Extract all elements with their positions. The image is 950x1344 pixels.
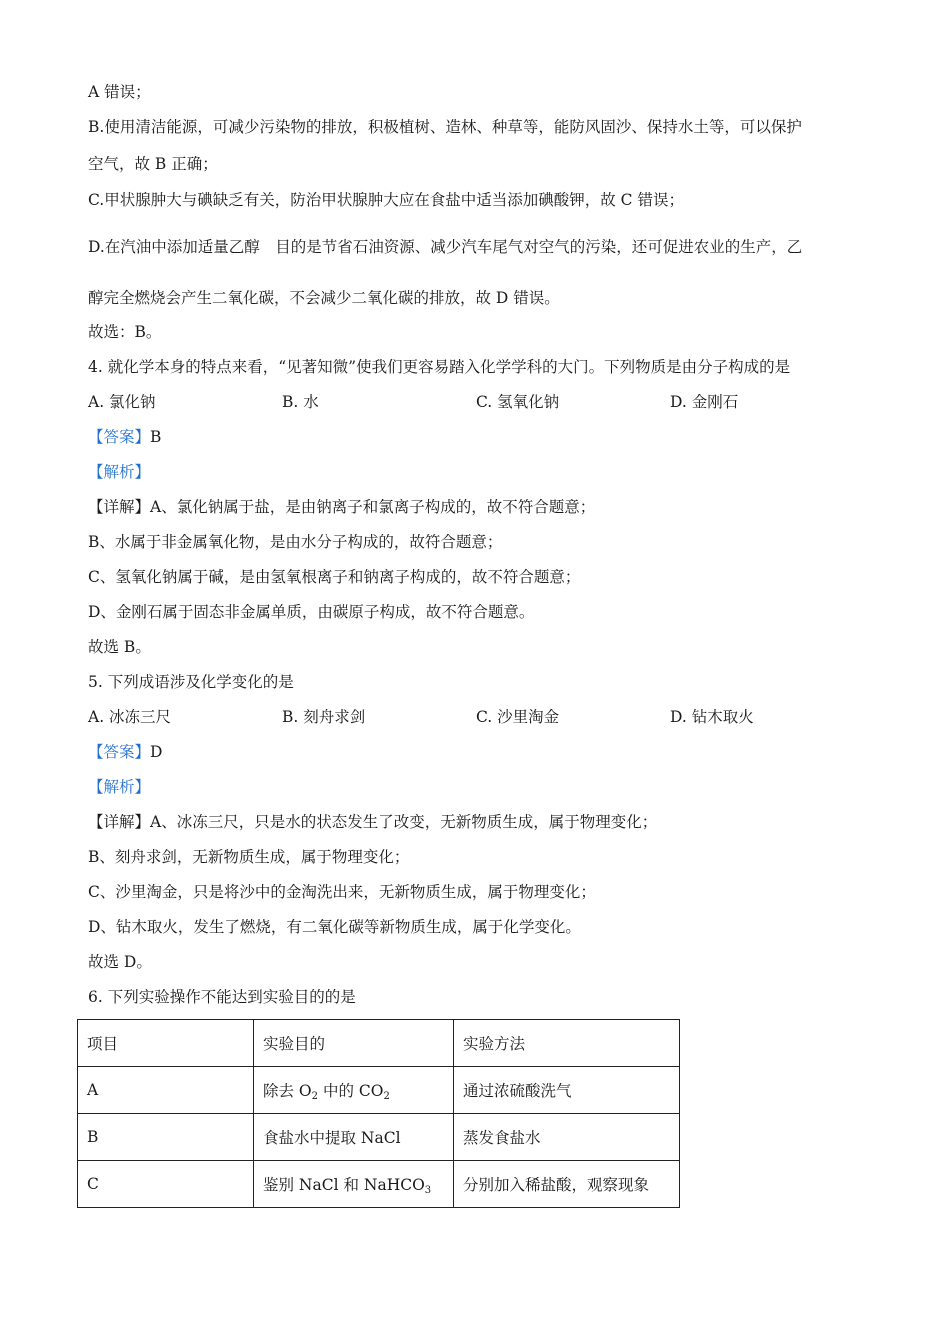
experiment-table <box>77 1019 680 1208</box>
q4-option-d: D. 金刚石 <box>670 393 739 411</box>
row-item: B <box>78 1114 254 1161</box>
q4-detail-line-4: D、金刚石属于固态非金属单质，由碳原子构成，故不符合题意。 <box>88 603 535 621</box>
q4-stem: 4. 就化学本身的特点来看，“见著知微”使我们更容易踏入化学学科的大门。下列物质是由分子构成的是 <box>88 358 791 376</box>
answer-tag: 【答案】 <box>88 428 151 446</box>
continuation-line-3: 空气，故 B 正确； <box>88 155 218 173</box>
q5-option-a: A. 冰冻三尺 <box>88 708 172 726</box>
row-method: 通过浓硫酸洗气 <box>454 1067 680 1114</box>
continuation-line-4: C.甲状腺肿大与碘缺乏有关，防治甲状腺肿大应在食盐中适当添加碘酸钾，故 C 错误； <box>88 191 684 209</box>
q4-option-a: A. 氯化钠 <box>88 393 156 411</box>
q5-detail-line-1 <box>88 812 657 832</box>
q5-answer <box>88 742 162 762</box>
answer-value: D <box>150 743 163 761</box>
continuation-line-5: D.在汽油中添加适量乙醇 目的是节省石油资源、减少汽车尾气对空气的污染，还可促进农业的生产，乙 <box>88 238 803 256</box>
row-item: C <box>78 1161 254 1208</box>
continuation-line-2: B.使用清洁能源，可减少污染物的排放，积极植树、造林、种草等，能防风固沙、保持水土等，可以保护 <box>88 118 802 136</box>
continuation-line-6: 醇完全燃烧会产生二氧化碳，不会减少二氧化碳的排放，故 D 错误。 <box>88 289 560 307</box>
subscript: 3 <box>424 1184 432 1196</box>
header-purpose: 实验目的 <box>254 1020 454 1067</box>
answer-value: B <box>150 428 162 446</box>
q5-stem: 5. 下列成语涉及化学变化的是 <box>88 673 294 691</box>
answer-tag: 【答案】 <box>88 743 151 761</box>
q4-detail-line-3: C、氢氧化钠属于碱，是由氢氧根离子和钠离子构成的，故不符合题意； <box>88 568 581 586</box>
table-row <box>78 1067 680 1114</box>
header-item: 项目 <box>78 1020 254 1067</box>
row-method: 分别加入稀盐酸，观察现象 <box>454 1161 680 1208</box>
row-purpose: 食盐水中提取 NaCl <box>254 1114 454 1161</box>
q4-detail-line-1 <box>88 497 595 517</box>
q5-detail-line-4: D、钻木取火，发生了燃烧，有二氧化碳等新物质生成，属于化学变化。 <box>88 918 581 936</box>
continuation-line-7: 故选：B。 <box>88 323 162 341</box>
q5-option-b: B. 刻舟求剑 <box>282 708 366 726</box>
q5-conclusion: 故选 D。 <box>88 953 152 971</box>
q5-analysis-tag: 【解析】 <box>88 778 151 796</box>
q4-conclusion: 故选 B。 <box>88 638 151 656</box>
q5-option-d: D. 钻木取火 <box>670 708 754 726</box>
header-method: 实验方法 <box>454 1020 680 1067</box>
purpose-text: 鉴别 NaCl 和 NaHCO <box>263 1175 425 1194</box>
purpose-text: 中的 CO <box>318 1081 384 1100</box>
detail-tag: 【详解】 <box>88 498 151 516</box>
table-row <box>78 1161 680 1208</box>
purpose-text: 除去 O <box>263 1081 312 1100</box>
subscript: 2 <box>383 1090 390 1102</box>
row-item: A <box>78 1067 254 1114</box>
detail-tag: 【详解】 <box>88 813 151 831</box>
row-purpose <box>254 1161 454 1208</box>
q4-detail-line-2: B、水属于非金属氧化物，是由水分子构成的，故符合题意； <box>88 533 503 551</box>
table-row <box>78 1114 680 1161</box>
q4-option-c: C. 氢氧化钠 <box>476 393 560 411</box>
q5-detail-line-3: C、沙里淘金，只是将沙中的金淘洗出来，无新物质生成，属于物理变化； <box>88 883 596 901</box>
detail-text: A、氯化钠属于盐，是由钠离子和氯离子构成的，故不符合题意； <box>150 498 596 516</box>
detail-text: A、冰冻三尺，只是水的状态发生了改变，无新物质生成，属于物理变化； <box>150 813 658 831</box>
q5-option-c: C. 沙里淘金 <box>476 708 560 726</box>
continuation-line-1: A 错误； <box>88 83 151 101</box>
q4-option-b: B. 水 <box>282 393 319 411</box>
table-header-row <box>78 1020 680 1067</box>
q6-stem: 6. 下列实验操作不能达到实验目的的是 <box>88 988 356 1006</box>
row-method: 蒸发食盐水 <box>454 1114 680 1161</box>
row-purpose <box>254 1067 454 1114</box>
q5-detail-line-2: B、刻舟求剑，无新物质生成，属于物理变化； <box>88 848 410 866</box>
q4-analysis-tag: 【解析】 <box>88 463 151 481</box>
subscript: 2 <box>311 1090 319 1102</box>
q4-answer <box>88 427 161 447</box>
